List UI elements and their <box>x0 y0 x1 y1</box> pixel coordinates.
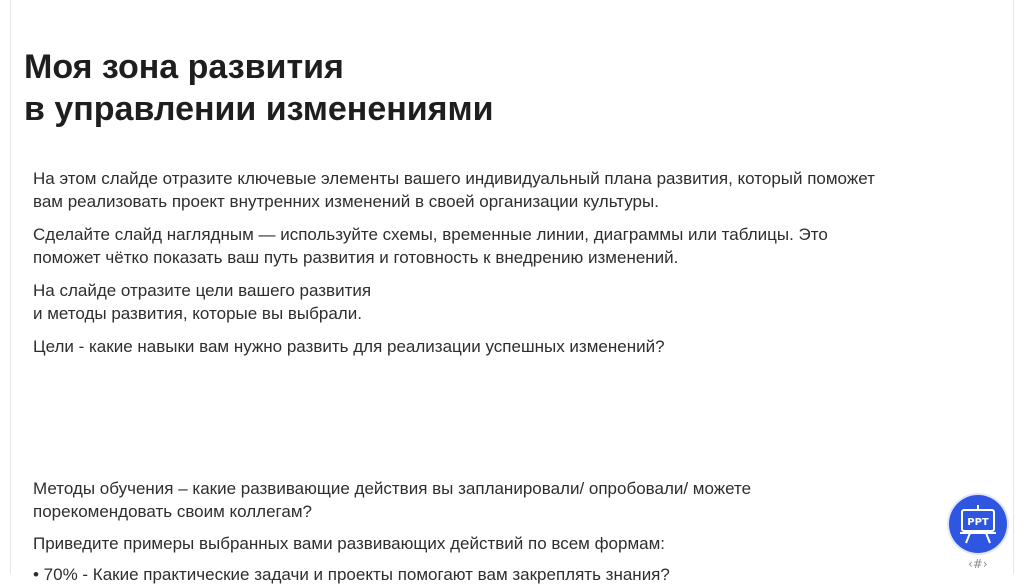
text-line: вам реализовать проект внутренних изменений в своей организации культуры. <box>33 192 659 211</box>
text-line: Приведите примеры выбранных вами развивающих действий по всем формам: <box>33 534 666 553</box>
paragraph-examples <box>33 532 973 555</box>
text-line: Методы обучения – какие развивающие действия вы запланировали/ опробовали/ можете <box>33 479 752 498</box>
instruction-text <box>33 167 973 358</box>
slide-left-border <box>10 0 11 574</box>
text-line: Цели - какие навыки вам нужно развить для реализации успешных изменений? <box>33 337 665 356</box>
badge-label: PPT <box>967 517 989 528</box>
text-line: Сделайте слайд наглядным — используйте схемы, временные линии, диаграммы или таблицы. Это <box>33 225 828 244</box>
methods-text <box>33 477 973 555</box>
paragraph-goals-question <box>33 335 973 358</box>
paragraph-visual <box>33 223 973 269</box>
paragraph-methods <box>33 477 973 523</box>
title-line-1: Моя зона развития <box>24 48 344 86</box>
paragraph-goals-methods <box>33 279 973 325</box>
text-line: порекомендовать своим коллегам? <box>33 502 312 521</box>
page-number: ‹#› <box>968 557 988 571</box>
text-line: и методы развития, которые вы выбрали. <box>33 304 362 323</box>
title-line-2: в управлении изменениями <box>24 90 494 128</box>
slide-right-border <box>1013 0 1014 574</box>
paragraph-plan <box>33 167 973 213</box>
text-line: На этом слайде отразите ключевые элементы вашего индивидуальный плана развития, который поможет <box>33 169 875 188</box>
presentation-board-icon <box>949 495 1007 553</box>
text-line: На слайде отразите цели вашего развития <box>33 281 372 300</box>
ppt-logo-icon <box>949 495 1007 553</box>
slide-title <box>24 46 494 130</box>
bullet-70-percent: • 70% - Какие практические задачи и проекты помогают вам закреплять знания? <box>33 565 670 584</box>
text-line: поможет чётко показать ваш путь развития и готовность к внедрению изменений. <box>33 248 679 267</box>
